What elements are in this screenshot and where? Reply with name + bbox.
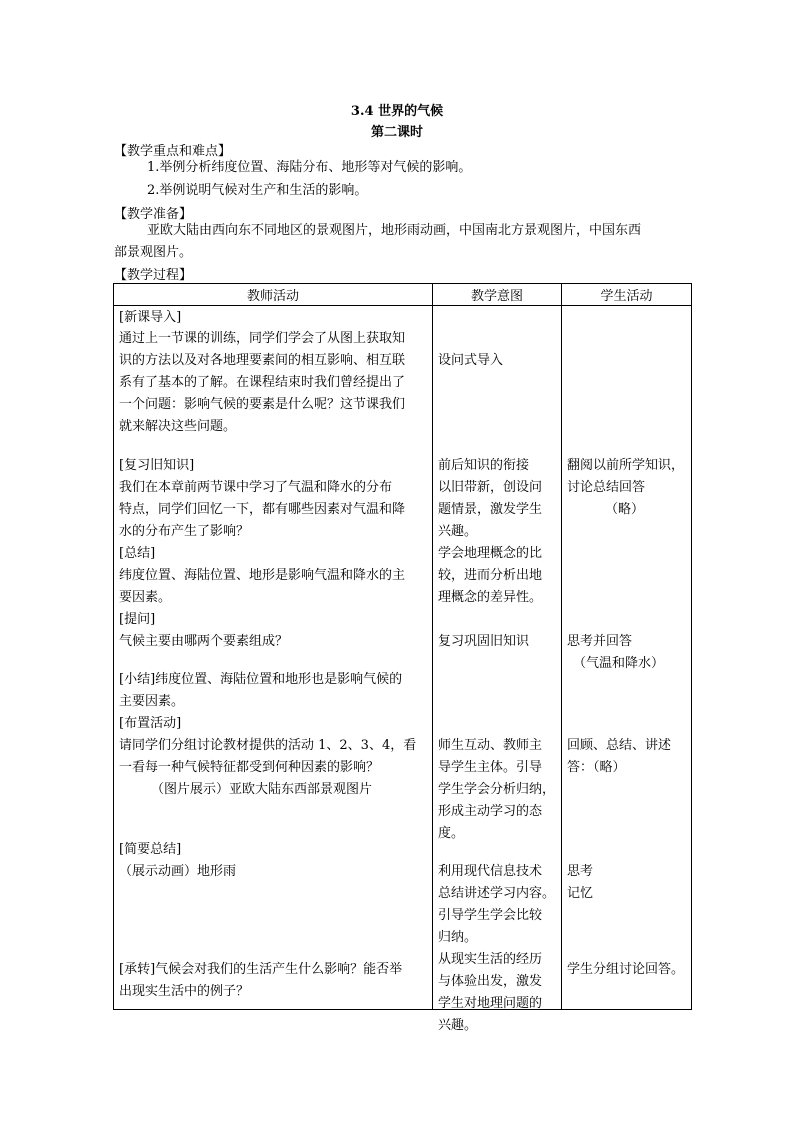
process-table xyxy=(113,283,692,1033)
student-line: （略） xyxy=(605,502,645,517)
teacher-line: 主要因素。 xyxy=(119,694,185,709)
prep-heading: 【教学准备】 xyxy=(114,207,193,222)
header-intent: 教学意图 xyxy=(433,284,562,306)
process-heading: 【教学过程】 xyxy=(114,268,193,283)
doc-title: 3.4 世界的气候 xyxy=(350,104,444,119)
intent-line: 总结讲述学习内容。 xyxy=(438,886,556,901)
teacher-line: （图片展示）亚欧大陆东西部景观图片 xyxy=(151,782,373,797)
header-teacher: 教师活动 xyxy=(114,284,433,306)
teacher-line: 通过上一节课的训练，同学们学会了从图上获取知 xyxy=(119,331,406,346)
teacher-line: 识的方法以及对各地理要素间的相互影响、相互联 xyxy=(119,353,406,368)
focus-item-2: 2.举例说明气候对生产和生活的影响。 xyxy=(147,183,368,198)
prep-line-2: 部景观图片。 xyxy=(114,245,193,260)
student-line: 思考并回答 xyxy=(567,634,633,649)
student-line: 讨论总结回答 xyxy=(567,480,646,495)
teacher-line: 纬度位置、海陆位置、地形是影响气温和降水的主 xyxy=(119,568,406,583)
intent-line: 学会地理概念的比 xyxy=(438,546,543,561)
intent-line: 理概念的差异性。 xyxy=(438,590,543,605)
intent-line: 以旧带新，创设问 xyxy=(438,480,543,495)
teacher-line: 我们在本章前两节课中学习了气温和降水的分布 xyxy=(119,480,393,495)
teacher-line: （展示动画）地形雨 xyxy=(119,864,237,879)
intent-line: 设问式导入 xyxy=(438,353,504,368)
teacher-line: [提问] xyxy=(119,612,156,627)
table-header-row xyxy=(114,284,692,306)
student-cell xyxy=(562,306,692,1010)
intent-line: 形成主动学习的态 xyxy=(438,804,543,819)
teacher-line: [复习旧知识] xyxy=(119,458,195,473)
student-line: 答：（略） xyxy=(567,760,626,775)
intent-line: 复习巩固旧知识 xyxy=(438,634,530,649)
intent-line: 兴趣。 xyxy=(438,524,478,539)
intent-line: 学生学会分析归纳， xyxy=(438,782,556,797)
intent-line: 题情景，激发学生 xyxy=(438,502,543,517)
teacher-line: [布置活动] xyxy=(119,716,182,731)
teacher-line: [小结]纬度位置、海陆位置和地形也是影响气候的 xyxy=(119,672,403,687)
teacher-line: [承转]气候会对我们的生活产生什么影响？能否举 xyxy=(119,962,403,977)
teacher-line: 一看每一种气候特征都受到何种因素的影响？ xyxy=(119,760,380,775)
intent-line: 学生对地理问题的 xyxy=(438,996,543,1011)
teacher-line: 要因素。 xyxy=(119,590,172,605)
teacher-line: 特点，同学们回忆一下，都有哪些因素对气温和降 xyxy=(119,502,406,517)
doc-subtitle: 第二课时 xyxy=(370,125,423,140)
intent-line: 利用现代信息技术 xyxy=(438,864,543,879)
intent-line: 与体验出发，激发 xyxy=(438,974,543,989)
intent-cell xyxy=(433,306,562,1033)
teacher-line: 系有了基本的了解。在课程结束时我们曾经提出了 xyxy=(119,375,406,390)
student-line: 记忆 xyxy=(567,886,594,901)
teacher-line: 水的分布产生了影响？ xyxy=(119,524,250,539)
teacher-line: [新课导入] xyxy=(119,310,182,325)
focus-heading: 【教学重点和难点】 xyxy=(114,144,232,159)
teacher-line: 气候主要由哪两个要素组成？ xyxy=(119,634,289,649)
student-line: 翻阅以前所学知识， xyxy=(567,458,685,473)
prep-line-1: 亚欧大陆由西向东不同地区的景观图片，地形雨动画，中国南北方景观图片，中国东西 xyxy=(147,223,642,238)
student-line: 思考 xyxy=(567,864,594,879)
intent-line: 从现实生活的经历 xyxy=(438,952,543,967)
intent-line: 导学生主体。引导 xyxy=(438,760,543,775)
teacher-line: 请同学们分组讨论教材提供的活动 1、2、3、4，看 xyxy=(119,738,417,753)
intent-line: 引导学生学会比较 xyxy=(438,908,543,923)
teacher-line: [简要总结] xyxy=(119,842,182,857)
intent-line: 前后知识的衔接 xyxy=(438,458,530,473)
intent-line: 兴趣。 xyxy=(438,1018,478,1033)
intent-line: 归纳。 xyxy=(438,930,478,945)
teacher-line: 出现实生活中的例子？ xyxy=(119,984,250,999)
intent-line: 师生互动、教师主 xyxy=(438,738,543,753)
intent-line: 较，进而分析出地 xyxy=(438,568,543,583)
student-line: 回顾、总结、讲述 xyxy=(567,738,672,753)
table-row xyxy=(114,306,692,1010)
teacher-line: 一个问题：影响气候的要素是什么呢？这节课我们 xyxy=(119,397,406,412)
teacher-cell xyxy=(114,306,433,1010)
student-line: 学生分组讨论回答。 xyxy=(567,962,685,977)
header-student: 学生活动 xyxy=(562,284,692,306)
focus-item-1: 1.举例分析纬度位置、海陆分布、地形等对气候的影响。 xyxy=(147,160,472,175)
student-line: （气温和降水） xyxy=(573,656,665,671)
teacher-line: 就来解决这些问题。 xyxy=(119,419,237,434)
teacher-line: [总结] xyxy=(119,546,156,561)
intent-line: 度。 xyxy=(438,826,465,841)
